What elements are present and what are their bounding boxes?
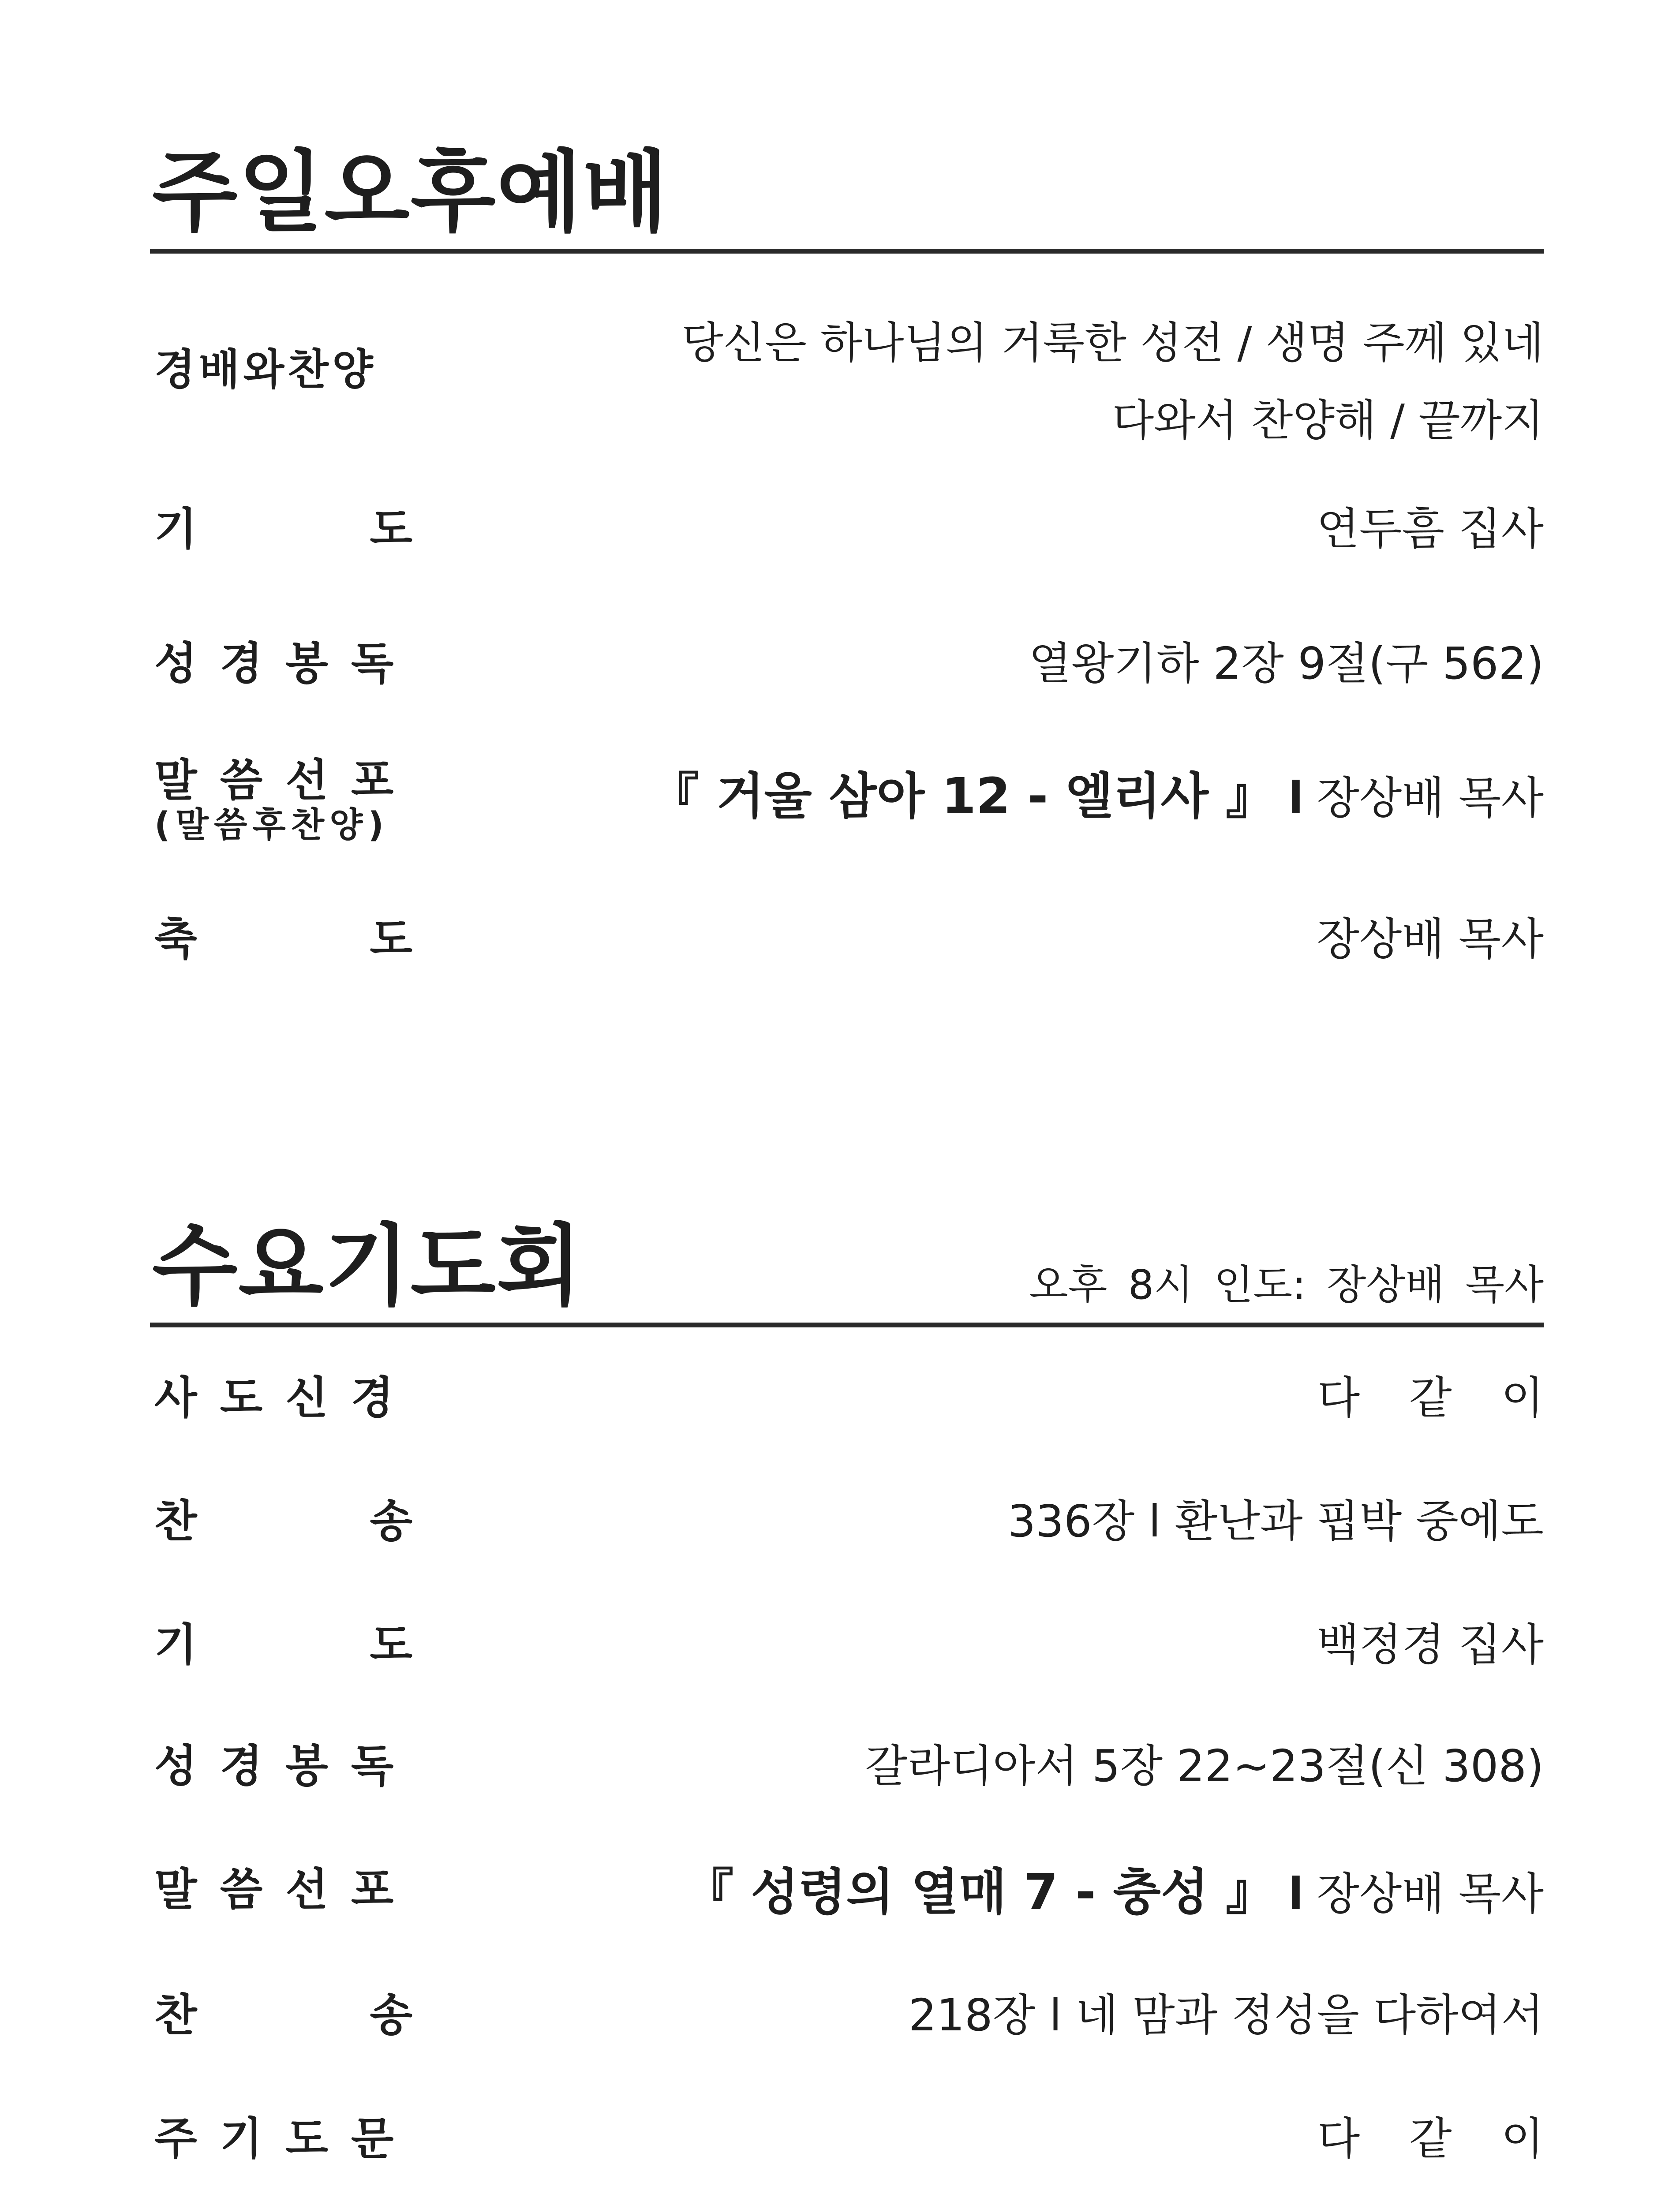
order-label: 경배와찬양 — [154, 345, 377, 394]
preacher: 장상배 목사 — [1317, 1868, 1544, 1920]
order-label-char: 기 — [154, 1619, 197, 1671]
order-label-char: 찬 — [154, 1495, 197, 1547]
order-label-char: 도 — [370, 1619, 412, 1671]
order-label-char: 도 — [370, 913, 412, 965]
order-value — [650, 768, 1544, 825]
sermon-sublabel: (말씀후찬양) — [154, 805, 389, 845]
preacher: 장상배 목사 — [1317, 772, 1544, 824]
order-value: 336장 l 환난과 핍박 중에도 — [1007, 1495, 1544, 1547]
order-value: 218장 l 네 맘과 정성을 다하여서 — [908, 1989, 1544, 2041]
order-value — [684, 1864, 1544, 1921]
order-value: 장상배 목사 — [1317, 913, 1544, 965]
order-value: 갈라디아서 5장 22~23절(신 308) — [865, 1740, 1544, 1792]
section-title: 주일오후예배 — [152, 141, 669, 244]
order-value: 백정경 집사 — [1317, 1619, 1544, 1671]
order-value: 열왕기하 2장 9절(구 562) — [1029, 638, 1544, 689]
order-label-char: 송 — [370, 1989, 412, 2041]
praise-line-1: 당신은 하나님의 거룩한 성전 / 생명 주께 있네 — [681, 318, 1544, 368]
order-value: 다 같 이 — [1317, 1372, 1561, 1424]
section-header — [150, 143, 1544, 254]
order-label-char: 도 — [370, 503, 412, 555]
praise-line-2: 다와서 찬양해 / 끝까지 — [1112, 396, 1544, 446]
sermon-title: 『 거울 삼아 12 - 엘리사 』 — [650, 768, 1275, 825]
order-value: 다 같 이 — [1317, 2113, 1561, 2164]
section-meta: 오후 8시 인도: 장상배 목사 — [1029, 1261, 1544, 1308]
order-value — [681, 304, 1544, 460]
order-label — [154, 913, 412, 965]
order-label-char: 송 — [370, 1495, 412, 1547]
sermon-label: 말씀선포 — [154, 755, 417, 806]
order-label — [154, 1619, 412, 1671]
order-label: 주기도문 — [154, 2113, 417, 2164]
order-label: 성경봉독 — [154, 1740, 417, 1792]
section-header — [150, 1217, 1544, 1327]
order-label-char: 찬 — [154, 1989, 197, 2041]
section-title: 수요기도회 — [152, 1215, 583, 1318]
wednesday-section — [150, 1217, 1544, 1327]
section-divider — [150, 249, 1544, 254]
order-label — [154, 503, 412, 555]
sunday-afternoon-section — [150, 143, 1544, 254]
separator: l — [1288, 1868, 1304, 1920]
sermon-title: 『 성령의 열매 7 - 충성 』 — [684, 1864, 1275, 1921]
order-label — [154, 755, 417, 845]
order-label-char: 축 — [154, 913, 197, 965]
order-label-char: 기 — [154, 503, 197, 555]
order-label — [154, 1495, 412, 1547]
order-label: 성경봉독 — [154, 638, 417, 689]
order-label: 사도신경 — [154, 1372, 417, 1424]
order-value: 연두흠 집사 — [1317, 503, 1544, 555]
order-label — [154, 1989, 412, 2041]
section-divider — [150, 1323, 1544, 1327]
separator: l — [1288, 772, 1304, 824]
order-label: 말씀선포 — [154, 1864, 417, 1915]
